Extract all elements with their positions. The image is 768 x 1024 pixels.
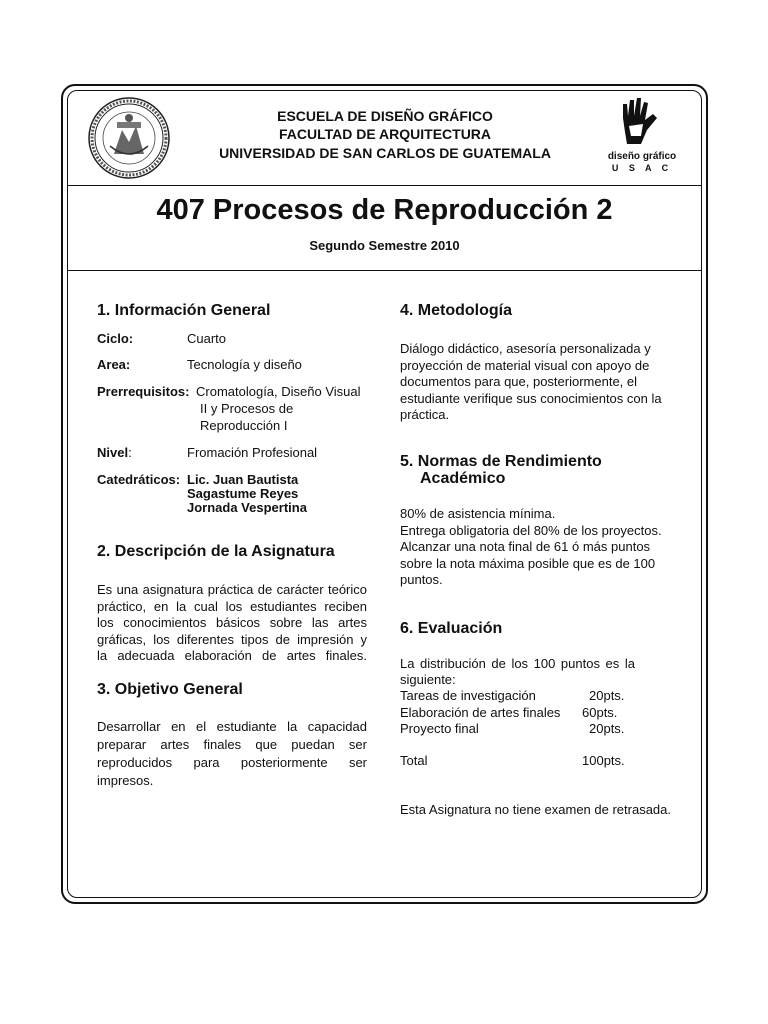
prerrequisitos-value-1: Cromatología, Diseño Visual xyxy=(196,384,361,399)
evaluacion-intro-2: siguiente: xyxy=(400,672,456,687)
metodologia-line: Diálogo didáctico, asesoría personalizada y xyxy=(400,341,651,356)
nivel-label: Nivel xyxy=(97,445,129,460)
descripcion-line: práctico, en la cual los estudiantes reciben xyxy=(97,598,367,614)
school-name: ESCUELA DE DISEÑO GRÁFICO xyxy=(277,108,493,124)
normas-line: sobre la nota máxima posible que es de 100 xyxy=(400,555,656,571)
objetivo-line: preparar artes finales que puedan ser xyxy=(97,737,367,752)
university-name: UNIVERSIDAD DE SAN CARLOS DE GUATEMALA xyxy=(219,145,551,161)
catedratico-name-1: Lic. Juan Bautista xyxy=(187,472,299,487)
descripcion-body xyxy=(97,582,367,665)
course-title: 407 Procesos de Reproducción 2 xyxy=(156,194,613,226)
descripcion-line: Es una asignatura práctica de carácter teórico xyxy=(97,582,367,597)
objetivo-line: impresos. xyxy=(97,773,154,788)
section-metodologia-heading: 4. Metodología xyxy=(400,302,512,319)
normas-line: puntos. xyxy=(400,572,443,587)
hand-logo-icon xyxy=(617,96,663,148)
section-normas-heading-2: Académico xyxy=(420,470,506,487)
ciclo-value: Cuarto xyxy=(187,331,227,346)
section-descripcion-heading: 2. Descripción de la Asignatura xyxy=(97,543,335,560)
descripcion-line: la adecuada elaboración de artes finales. xyxy=(97,648,367,663)
evaluacion-item-pts: 20pts. xyxy=(589,688,625,703)
evaluacion-note: Esta Asignatura no tiene examen de retrasada. xyxy=(400,802,672,817)
area-value: Tecnología y diseño xyxy=(187,357,302,372)
catedratico-name-2: Sagastume Reyes xyxy=(187,486,299,501)
evaluacion-item-pts: 20pts. xyxy=(589,721,625,736)
metodologia-line: estudiante verifique sus conocimientos con la xyxy=(400,390,662,406)
evaluacion-total-label: Total xyxy=(400,753,428,768)
metodologia-line: documentos para que, posteriormente, el xyxy=(400,374,638,389)
course-semester: Segundo Semestre 2010 xyxy=(309,238,460,253)
evaluacion-total-pts: 100pts. xyxy=(582,753,625,768)
normas-line: Entrega obligatoria del 80% de los proyectos. xyxy=(400,522,662,538)
logo-text-diseno: diseño gráfico xyxy=(607,151,677,162)
area-label: Area: xyxy=(97,357,131,372)
nivel-label-group xyxy=(97,445,132,460)
header-divider xyxy=(67,185,702,186)
ciclo-label: Ciclo: xyxy=(97,331,134,346)
catedraticos-label: Catedráticos: xyxy=(97,472,181,487)
section-info-heading: 1. Información General xyxy=(97,302,271,319)
descripcion-line: gráficas, los diferentes tipos de impresión y xyxy=(97,631,367,647)
prerrequisitos-label: Prerrequisitos: xyxy=(97,384,190,399)
usac-seal-logo xyxy=(86,96,172,180)
evaluacion-item-pts: 60pts. xyxy=(582,705,618,720)
normas-line: 80% de asistencia mínima. xyxy=(400,506,556,521)
metodologia-line: práctica. xyxy=(400,407,450,422)
objetivo-line: Desarrollar en el estudiante la capacidad xyxy=(97,719,367,734)
evaluacion-item-label: Elaboración de artes finales xyxy=(400,705,561,720)
objetivo-body xyxy=(97,718,367,790)
prerrequisitos-value-2: II y Procesos de xyxy=(200,401,294,416)
evaluacion-item-label: Proyecto final xyxy=(400,721,479,736)
metodologia-body xyxy=(400,341,685,424)
title-divider xyxy=(67,270,702,271)
section-normas-heading: 5. Normas de Rendimiento xyxy=(400,453,602,470)
normas-body xyxy=(400,506,685,589)
catedratico-jornada: Jornada Vespertina xyxy=(187,500,307,515)
nivel-value: Fromación Profesional xyxy=(187,445,318,460)
nivel-colon: : xyxy=(128,445,132,460)
faculty-name: FACULTAD DE ARQUITECTURA xyxy=(278,126,492,142)
section-objetivo-heading: 3. Objetivo General xyxy=(97,681,243,698)
descripcion-line: los conocimientos básicos sobre las artes xyxy=(97,615,367,630)
logo-text-usac: U S A C xyxy=(611,163,673,173)
evaluacion-intro-1: La distribución de los 100 puntos es la xyxy=(400,656,635,671)
normas-line: Alcanzar una nota final de 61 ó más puntos xyxy=(400,539,651,554)
evaluacion-item-label: Tareas de investigación xyxy=(400,688,536,703)
prerrequisitos-value-3: Reproducción I xyxy=(200,418,288,433)
metodologia-line: proyección de material visual con apoyo de xyxy=(400,357,650,373)
section-evaluacion-heading: 6. Evaluación xyxy=(400,620,503,637)
objetivo-line: reproducidos para posteriormente ser xyxy=(97,755,367,770)
